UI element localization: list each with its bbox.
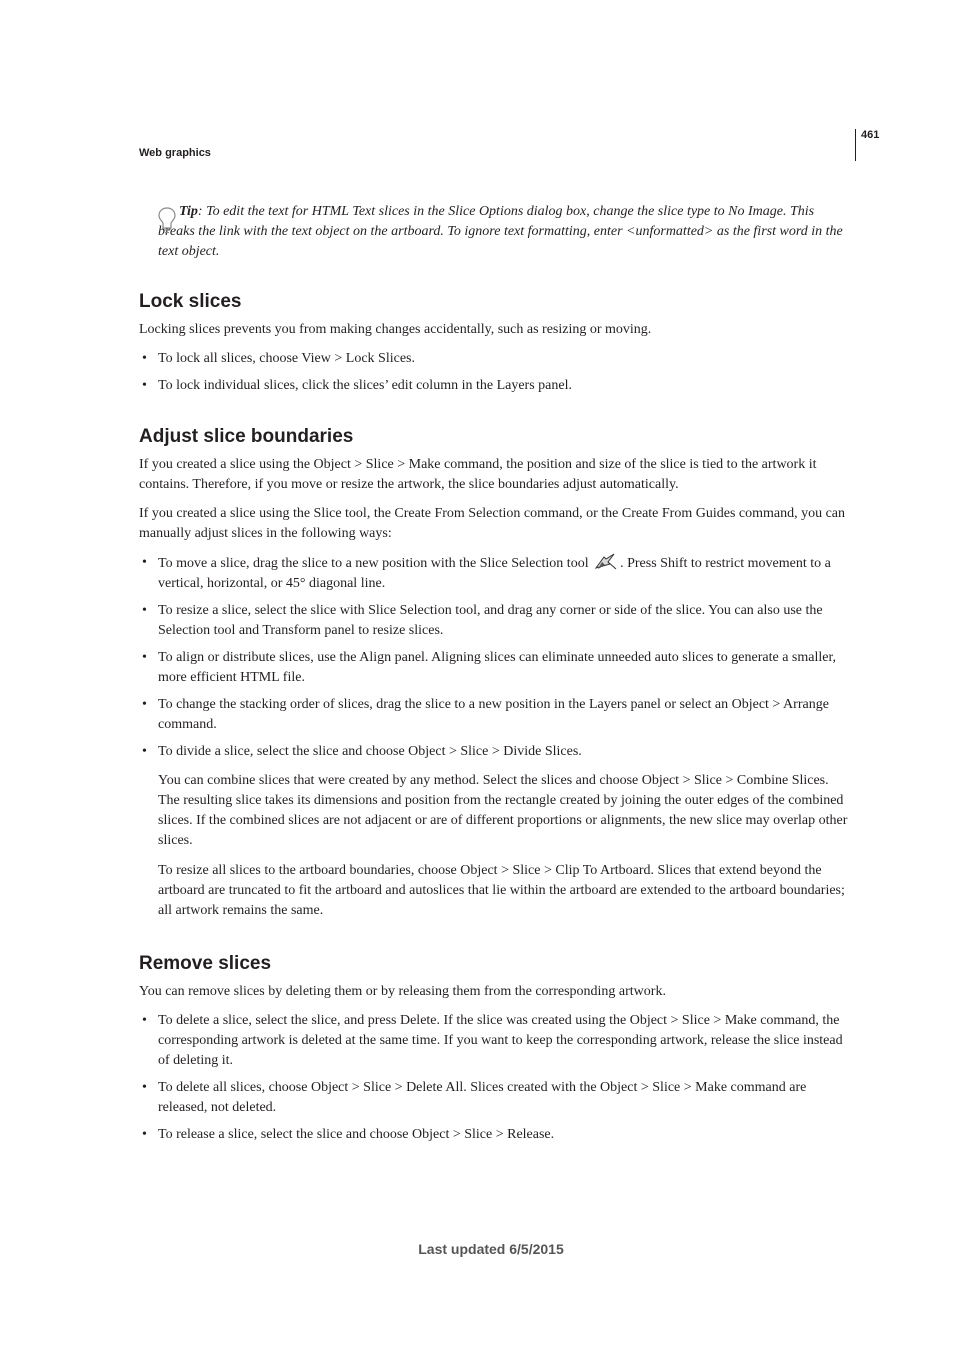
list-item-text: To change the stacking order of slices, drag the slice to a new position in the Layers panel or select an Object > Arrange command. [158,697,829,732]
bullet: • [142,1013,147,1028]
bullet: • [142,697,147,712]
lock-list [139,349,850,396]
bullet: • [142,1080,147,1095]
bullet: • [142,650,147,665]
bullet: • [142,744,147,759]
heading-lock-slices: Lock slices [139,291,242,312]
heading-remove-slices: Remove slices [139,953,272,974]
combine-paragraph: You can combine slices that were created by any method. Select the slices and choose Object > Slice > Combine Slices. The resulting slice takes its dimensions and position from the rectangle created by joining the outer edges of the combined slices. If the combined slices are not adjacent or are of different proportions or alignments, the new slice may overlap other slices. [158,773,848,848]
adjust-paragraph-1: If you created a slice using the Object > Slice > Make command, the position and size of the slice is tied to the artwork it contains. Therefore, if you move or resize the artwork, the slice boundaries adjust automatically. [139,457,817,492]
list-item [139,601,850,641]
bullet: • [142,603,147,618]
tip-text: : To edit the text for HTML Text slices in the Slice Options dialog box, change the slice type to No Image. This breaks the link with the text object on the artboard. To ignore text formatting, enter <unformatted> as the first word in the text object. [158,204,843,259]
bullet: • [142,1127,147,1142]
list-item-text: To lock individual slices, click the slices’ edit column in the Layers panel. [158,378,572,393]
list-item [139,1125,850,1145]
list-item [139,349,850,369]
page-content [139,202,850,1154]
running-header: Web graphics [139,147,211,159]
bullet: • [142,378,147,393]
tip-note [158,202,850,262]
list-item [139,376,850,396]
footer-last-updated: Last updated 6/5/2015 [418,1241,564,1257]
tip-label: Tip [179,204,198,219]
list-item-text: . Press Shift to restrict movement to a vertical, horizontal, or 45° diagonal line. [158,556,831,591]
list-item-text: To delete a slice, select the slice, and press Delete. If the slice was created using the Object > Slice > Make command, the corresponding artwork is deleted at the same time. If you want to keep the corresponding artwork, release the slice instead of deleting it. [158,1013,843,1068]
remove-intro: You can remove slices by deleting them or by releasing them from the corresponding artwork. [139,984,666,999]
adjust-list [139,553,850,762]
list-item-text: To release a slice, select the slice and choose Object > Slice > Release. [158,1127,555,1142]
list-item-text: To move a slice, drag the slice to a new position with the Slice Selection tool [158,556,589,571]
remove-list [139,1011,850,1145]
page-number: 461 [861,129,880,141]
list-item [139,695,850,735]
bullet: • [142,555,147,570]
list-item [139,1078,850,1118]
list-item [139,648,850,688]
lightbulb-icon [158,207,176,235]
list-item-text: To resize a slice, select the slice with Slice Selection tool, and drag any corner or side of the slice. You can also use the Selection tool and Transform panel to resize slices. [158,603,823,638]
heading-adjust-slice-boundaries: Adjust slice boundaries [139,426,354,447]
list-item-text: To delete all slices, choose Object > Slice > Delete All. Slices created with the Object > Slice > Make command are released, not deleted. [158,1080,807,1115]
bullet: • [142,351,147,366]
adjust-paragraph-2: If you created a slice using the Slice tool, the Create From Selection command, or the Create From Guides command, you can manually adjust slices in the following ways: [139,506,846,541]
list-item-text: To align or distribute slices, use the Align panel. Aligning slices can eliminate unneeded auto slices to generate a smaller, more efficient HTML file. [158,650,837,685]
list-item-text: To divide a slice, select the slice and choose Object > Slice > Divide Slices. [158,744,582,759]
list-item [139,553,850,594]
slice-selection-tool-icon [594,553,618,571]
list-item [139,1011,850,1071]
lock-intro: Locking slices prevents you from making changes accidentally, such as resizing or moving. [139,322,652,337]
resize-all-paragraph: To resize all slices to the artboard boundaries, choose Object > Slice > Clip To Artboard. Slices that extend beyond the artboard are truncated to fit the artboard and autoslices that lie within the artboard are extended to the artboard boundaries; all artwork remains the same. [158,863,845,918]
list-item-text: To lock all slices, choose View > Lock Slices. [158,351,415,366]
header-rule [855,129,856,161]
list-item [139,742,850,762]
